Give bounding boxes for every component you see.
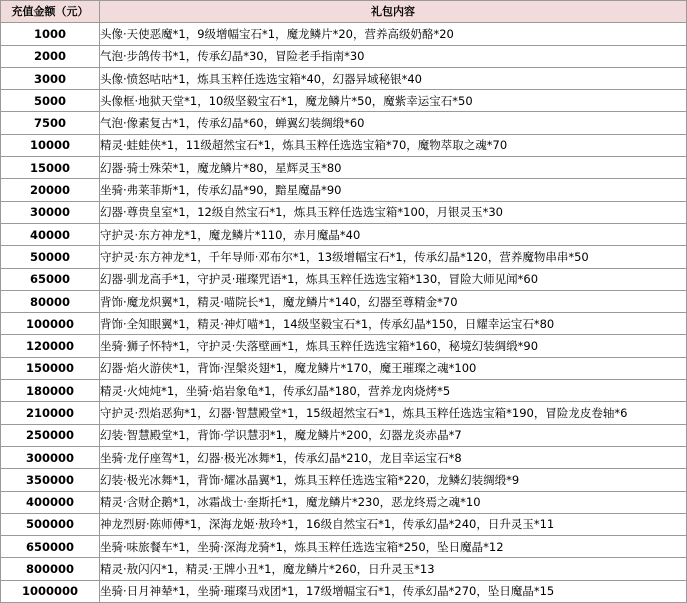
recharge-amount-cell: 180000 (1, 380, 100, 402)
recharge-amount-cell: 800000 (1, 558, 100, 580)
table-row (1, 67, 687, 89)
table-row (1, 536, 687, 558)
package-contents-cell: 坐骑·味旅餐车*1，坐骑·深海龙骑*1，炼具玉粹任选选宝箱*250，坠日魔晶*12 (100, 536, 687, 558)
recharge-amount-cell: 15000 (1, 157, 100, 179)
table-row (1, 134, 687, 156)
table-row (1, 313, 687, 335)
table-row (1, 223, 687, 245)
table-row (1, 558, 687, 580)
table-row (1, 23, 687, 45)
package-contents-cell: 坐骑·日月神辇*1，坐骑·璀璨马戏团*1，17级增幅宝石*1，传承幻晶*270，坠日魔晶*15 (100, 580, 687, 602)
package-contents-cell: 幻器·焰火游侠*1，背饰·涅槃炎翅*1，魔龙鳞片*170，魔王璀璨之魂*100 (100, 357, 687, 379)
package-contents-cell: 幻装·智慧殿堂*1，背饰·学识慧羽*1，魔龙鳞片*200，幻器龙炎赤晶*7 (100, 424, 687, 446)
recharge-amount-cell: 400000 (1, 491, 100, 513)
recharge-amount-cell: 150000 (1, 357, 100, 379)
table-row (1, 179, 687, 201)
table-row (1, 335, 687, 357)
package-contents-cell: 精灵·敖闪闪*1，精灵·王牌小丑*1，魔龙鳞片*260，日升灵玉*13 (100, 558, 687, 580)
recharge-amount-cell: 5000 (1, 90, 100, 112)
table-row (1, 268, 687, 290)
table-row (1, 380, 687, 402)
table-row (1, 580, 687, 602)
package-contents-cell: 坐骑·弗莱菲斯*1，传承幻晶*90，黯星魔晶*90 (100, 179, 687, 201)
table-row (1, 201, 687, 223)
package-contents-cell: 守护灵·东方神龙*1，千年导师·邓布尔*1，13级增幅宝石*1，传承幻晶*120，营养魔物串串*50 (100, 246, 687, 268)
recharge-amount-cell: 30000 (1, 201, 100, 223)
recharge-amount-cell: 650000 (1, 536, 100, 558)
recharge-amount-cell: 210000 (1, 402, 100, 424)
package-contents-cell: 坐骑·龙仔座驾*1，幻器·极光冰舞*1，传承幻晶*210，龙目幸运宝石*8 (100, 446, 687, 468)
package-contents-cell: 背饰·魔龙炽翼*1，精灵·喵院长*1，魔龙鳞片*140，幻器至尊精金*70 (100, 290, 687, 312)
table-row (1, 491, 687, 513)
recharge-amount-cell: 350000 (1, 469, 100, 491)
package-contents-cell: 精灵·含财企鹅*1，冰霜战士·奎斯托*1，魔龙鳞片*230，恶龙终焉之魂*10 (100, 491, 687, 513)
package-contents-cell: 头像·天使恶魔*1，9级增幅宝石*1，魔龙鳞片*20，营养高级奶酪*20 (100, 23, 687, 45)
package-contents-cell: 气泡·步鸽传书*1，传承幻晶*30，冒险老手指南*30 (100, 45, 687, 67)
recharge-amount-cell: 65000 (1, 268, 100, 290)
package-contents-cell: 守护灵·东方神龙*1，魔龙鳞片*110，赤月魔晶*40 (100, 223, 687, 245)
recharge-amount-cell: 80000 (1, 290, 100, 312)
recharge-amount-cell: 40000 (1, 223, 100, 245)
package-contents-cell: 头像·愤怒咕咕*1，炼具玉粹任选选宝箱*40，幻器异域秘银*40 (100, 67, 687, 89)
recharge-amount-cell: 1000000 (1, 580, 100, 602)
table-row (1, 469, 687, 491)
recharge-amount-cell: 7500 (1, 112, 100, 134)
recharge-amount-cell: 20000 (1, 179, 100, 201)
table-row (1, 45, 687, 67)
recharge-amount-cell: 2000 (1, 45, 100, 67)
package-contents-cell: 精灵·蛙蛙侠*1，11级超然宝石*1，炼具玉粹任选选宝箱*70，魔物萃取之魂*70 (100, 134, 687, 156)
recharge-amount-cell: 120000 (1, 335, 100, 357)
table-row (1, 112, 687, 134)
package-contents-cell: 守护灵·烈焰恶狗*1，幻器·智慧殿堂*1，15级超然宝石*1，炼具玉粹任选选宝箱*190，冒险龙皮卷轴*6 (100, 402, 687, 424)
package-contents-cell: 精灵·火炖炖*1，坐骑·焰岩象龟*1，传承幻晶*180，营养龙肉烧烤*5 (100, 380, 687, 402)
recharge-amount-cell: 50000 (1, 246, 100, 268)
package-contents-cell: 头像框·地狱天堂*1，10级坚毅宝石*1，魔龙鳞片*50，魔紫幸运宝石*50 (100, 90, 687, 112)
package-contents-cell: 气泡·像素复古*1，传承幻晶*60，蝉翼幻装绸缎*60 (100, 112, 687, 134)
package-contents-cell: 背饰·全知眼翼*1，精灵·神灯喵*1，14级坚毅宝石*1，传承幻晶*150，日耀幸运宝石*80 (100, 313, 687, 335)
package-contents-cell: 幻装·极光冰舞*1，背饰·耀冰晶翼*1，炼具玉粹任选选宝箱*220，龙鳞幻装绸缎*9 (100, 469, 687, 491)
recharge-amount-cell: 3000 (1, 67, 100, 89)
package-contents-cell: 幻器·驯龙高手*1，守护灵·璀璨咒语*1，炼具玉粹任选选宝箱*130，冒险大师见闻*60 (100, 268, 687, 290)
recharge-amount-cell: 250000 (1, 424, 100, 446)
package-contents-cell: 坐骑·狮子怀特*1，守护灵·失落壁画*1，炼具玉粹任选选宝箱*160，秘境幻装绸缎*90 (100, 335, 687, 357)
table-row (1, 446, 687, 468)
table-row (1, 246, 687, 268)
table-header-row (1, 1, 687, 23)
table-row (1, 357, 687, 379)
header-recharge-amount: 充值金额（元） (1, 1, 100, 23)
table-row (1, 513, 687, 535)
recharge-amount-cell: 300000 (1, 446, 100, 468)
package-contents-cell: 幻器·骑士殊荣*1，魔龙鳞片*80，星辉灵玉*80 (100, 157, 687, 179)
table-row (1, 90, 687, 112)
recharge-amount-cell: 500000 (1, 513, 100, 535)
table-row (1, 157, 687, 179)
table-body (1, 23, 687, 603)
table-row (1, 402, 687, 424)
package-contents-cell: 幻器·尊贵皇室*1，12级自然宝石*1，炼具玉粹任选选宝箱*100，月银灵玉*30 (100, 201, 687, 223)
recharge-amount-cell: 10000 (1, 134, 100, 156)
recharge-amount-cell: 100000 (1, 313, 100, 335)
recharge-amount-cell: 1000 (1, 23, 100, 45)
package-contents-cell: 神龙烈厨·陈师傅*1，深海龙姬·敖玲*1，16级自然宝石*1，传承幻晶*240，日升灵玉*11 (100, 513, 687, 535)
header-package-contents: 礼包内容 (100, 1, 687, 23)
table-row (1, 424, 687, 446)
table-row (1, 290, 687, 312)
